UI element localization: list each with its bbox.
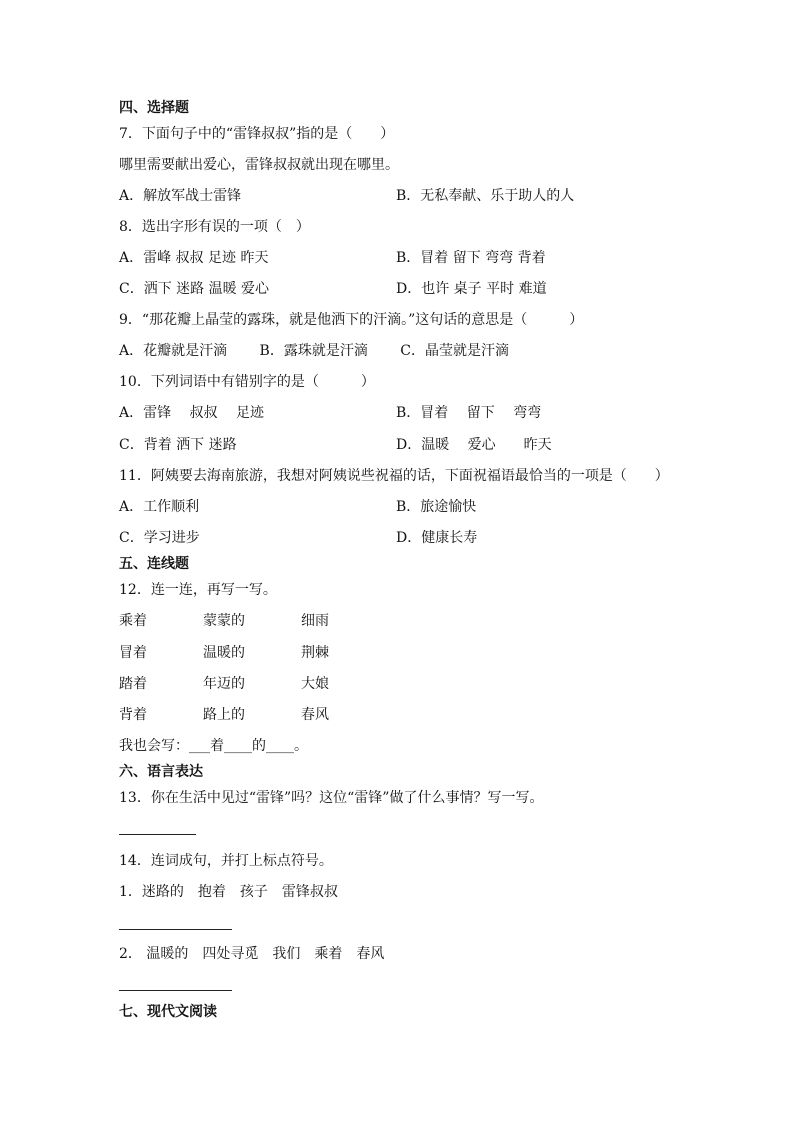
- q9-stem: 9．“那花瓣上晶莹的露珠，就是他洒下的汗滴。”这句话的意思是（ ）: [119, 312, 584, 328]
- q12-col1-word: 乘着: [119, 613, 147, 629]
- q14-item-2-answer-line[interactable]: [119, 990, 232, 991]
- q7-sentence: 哪里需要献出爱心，雷锋叔叔就出现在哪里。: [119, 157, 399, 173]
- q14-item-2: 2． 温暖的 四处寻觅 我们 乘着 春风: [119, 946, 385, 962]
- section-6-title: 六、语言表达: [119, 764, 203, 780]
- q12-stem: 12．连一连，再写一写。: [119, 582, 277, 598]
- q12-col2-word: 路上的: [203, 707, 245, 723]
- q11-option-d: D．健康长寿: [396, 530, 478, 546]
- q12-col2-word: 年迈的: [203, 676, 245, 692]
- q13-stem: 13．你在生活中见过“雷锋”吗？这位“雷锋”做了什么事情？写一写。: [119, 790, 544, 806]
- q12-col3-word: 大娘: [301, 676, 329, 692]
- q14-item-1: 1．迷路的 抱着 孩子 雷锋叔叔: [119, 884, 338, 900]
- q11-stem: 11．阿姨要去海南旅游，我想对阿姨说些祝福的话，下面祝福语最恰当的一项是（ ）: [119, 468, 669, 484]
- q7-stem: 7．下面句子中的“雷锋叔叔”指的是（ ）: [119, 126, 395, 142]
- q8-option-c: C．洒下 迷路 温暖 爱心: [119, 281, 270, 297]
- q14-stem: 14．连词成句，并打上标点符号。: [119, 853, 333, 869]
- q14-item-1-answer-line[interactable]: [119, 929, 232, 930]
- q12-col2-word: 蒙蒙的: [203, 613, 245, 629]
- q11-option-b: B．旅途愉快: [396, 499, 477, 515]
- q10-stem: 10．下列词语中有错别字的是（ ）: [119, 374, 375, 390]
- section-7-title: 七、现代文阅读: [119, 1004, 217, 1020]
- q9-options: A．花瓣就是汗滴 B．露珠就是汗滴 C．晶莹就是汗滴: [119, 343, 510, 359]
- q7-option-a: A．解放军战士雷锋: [119, 188, 242, 204]
- q12-col3-word: 细雨: [301, 613, 329, 629]
- section-5-title: 五、连线题: [119, 556, 189, 572]
- q8-option-a: A．雷峰 叔叔 足迹 昨天: [119, 250, 269, 266]
- q12-col1-word: 踏着: [119, 676, 147, 692]
- q12-col3-word: 荆棘: [301, 645, 329, 661]
- q7-option-b: B．无私奉献、乐于助人的人: [396, 188, 575, 204]
- q10-option-d: D．温暖 爱心 昨天: [396, 437, 552, 453]
- q8-stem: 8．选出字形有误的一项（ ）: [119, 219, 310, 235]
- q12-col1-word: 背着: [119, 707, 147, 723]
- q10-option-c: C．背着 洒下 迷路: [119, 437, 237, 453]
- q8-option-d: D．也许 桌子 平时 难道: [396, 281, 547, 297]
- q10-option-a: A．雷锋 叔叔 足迹: [119, 405, 265, 421]
- q12-col2-word: 温暖的: [203, 645, 245, 661]
- q8-option-b: B．冒着 留下 弯弯 背着: [396, 250, 546, 266]
- q10-option-b: B．冒着 留下 弯弯: [396, 405, 542, 421]
- section-4-title: 四、选择题: [119, 100, 189, 116]
- q11-option-a: A．工作顺利: [119, 499, 200, 515]
- q13-answer-line[interactable]: [119, 834, 196, 835]
- q11-option-c: C．学习进步: [119, 530, 200, 546]
- q12-write-prompt: 我也会写：___着____的____。: [119, 738, 308, 754]
- q12-col3-word: 春风: [301, 707, 329, 723]
- q12-col1-word: 冒着: [119, 645, 147, 661]
